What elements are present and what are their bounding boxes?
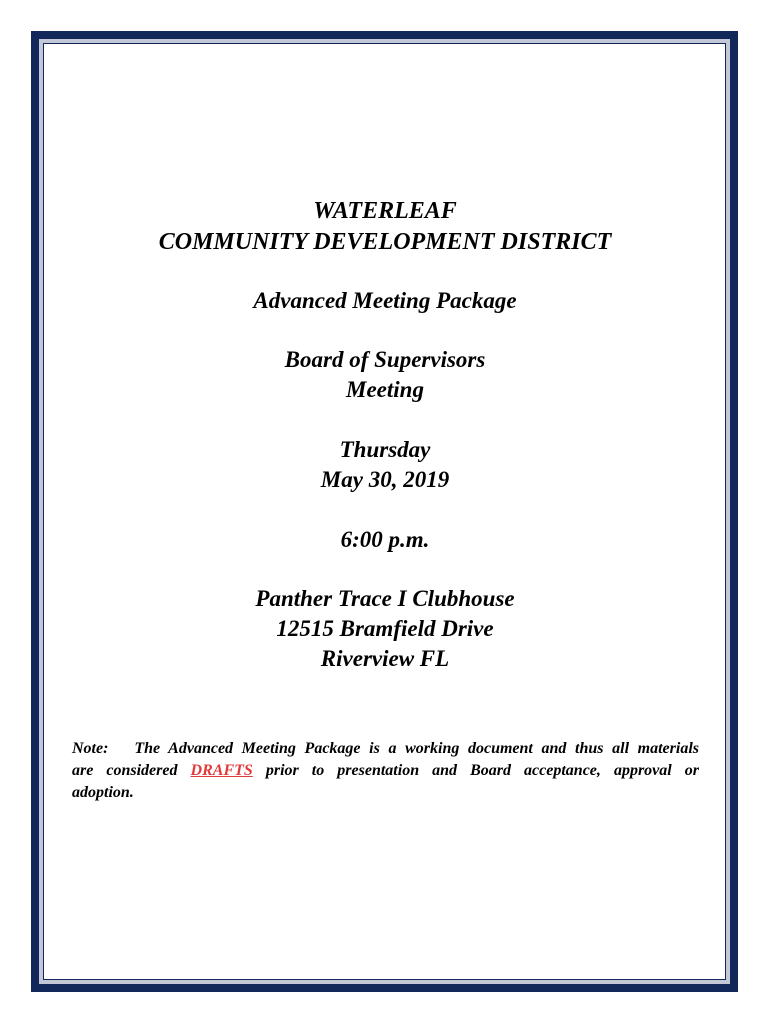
drafts-highlight: DRAFTS [190, 762, 253, 779]
draft-note [72, 738, 699, 804]
note-text-after: prior to presentation and Board acceptance, approval or adoption. [72, 762, 700, 801]
board-line-1: Board of Supervisors [284, 347, 486, 372]
district-type: COMMUNITY DEVELOPMENT DISTRICT [158, 229, 612, 255]
location-street: 12515 Bramfield Drive [276, 616, 494, 641]
location-city: Riverview FL [320, 646, 450, 671]
meeting-day: Thursday [339, 437, 431, 462]
board-line-2: Meeting [346, 377, 424, 402]
meeting-date-block [0, 435, 770, 495]
note-label: Note: [72, 740, 109, 757]
board-meeting-block [0, 345, 770, 405]
package-title-block [0, 286, 770, 316]
district-heading [0, 196, 770, 258]
package-title: Advanced Meeting Package [253, 288, 517, 313]
meeting-date: May 30, 2019 [320, 467, 450, 492]
meeting-time: 6:00 p.m. [340, 527, 430, 552]
location-venue: Panther Trace I Clubhouse [255, 586, 515, 611]
district-name: WATERLEAF [313, 198, 457, 224]
page-border-inner [43, 43, 726, 980]
meeting-time-block [0, 525, 770, 555]
location-block [0, 584, 770, 674]
note-text-before: The Advanced Meeting Package is a working document and thus all materials are considered [72, 740, 700, 779]
